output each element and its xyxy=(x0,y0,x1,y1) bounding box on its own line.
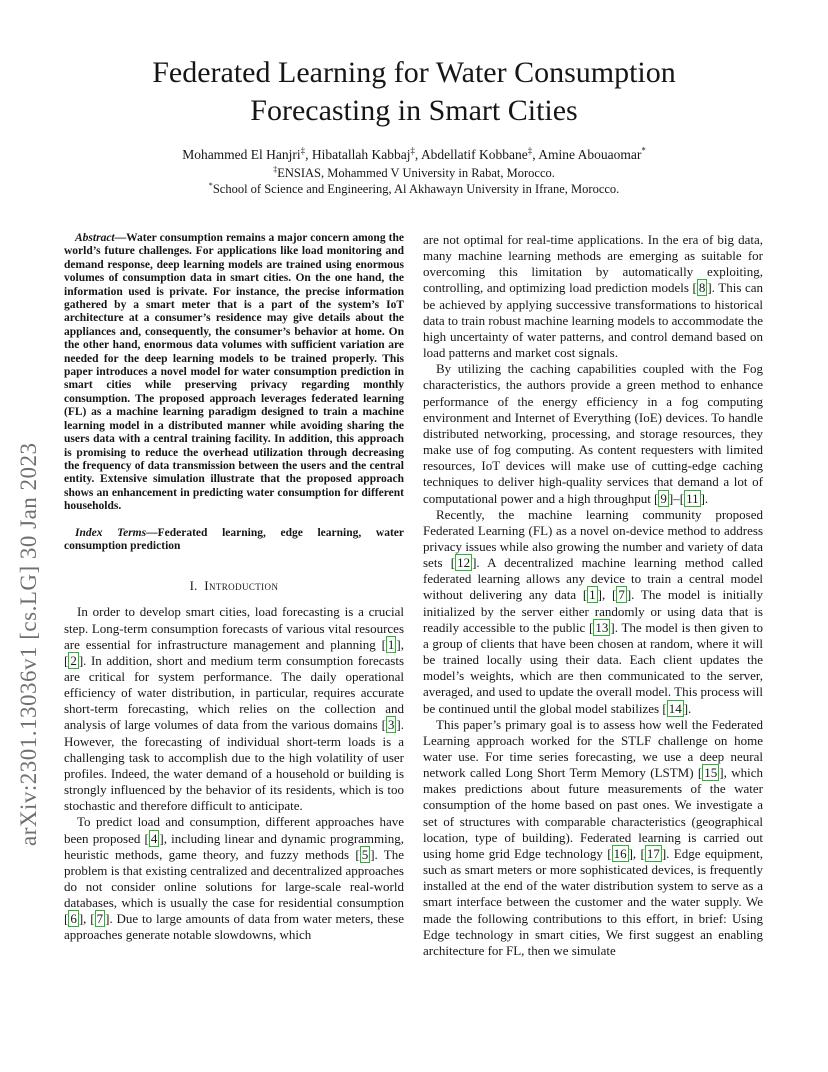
abstract-text: —Water consumption remains a major concern among the world’s future challenges. For applications like load monitoring and demand response, deep learning models are trained using enormous volumes of consumption data in smart cities. On the one hand, the information used is private. For instance, the precise information gathered by a smart meter that is a part of the system’s IoT architecture at a consumer’s residence may give details about the appliances and, consequently, the consumer’s behavior at home. On the other hand, enormous data volumes with sufficient variation are needed for the deep learning models to be trained properly. This paper introduces a novel model for water consumption prediction in smart cities while preserving privacy regarding monthly consumption. The proposed approach leverages federated learning (FL) as a machine learning paradigm designed to train a machine learning model in a distributed manner while avoiding sharing the users data with a central training facility. In addition, this approach is promising to reduce the overhead utilization through decreasing the frequency of data transmission between the users and the central entity. Extensive simulation illustrate that the proposed approach shows an enhancement in predicting water consumption for different households. xyxy=(64,232,404,513)
section-title: Introduction xyxy=(204,578,279,594)
index-terms-paragraph xyxy=(64,527,404,554)
right-column xyxy=(423,232,763,959)
affiliation-line: *School of Science and Engineering, Al Akhawayn University in Ifrane, Morocco. xyxy=(208,180,620,196)
author-mark: * xyxy=(641,145,646,156)
author-mark: ‡ xyxy=(527,145,533,156)
paper-header xyxy=(0,0,828,197)
citation-link[interactable]: 15 xyxy=(704,765,718,781)
index-terms-text: —Federated learning, edge learning, water consumption prediction xyxy=(64,526,404,552)
title-line-1: Federated Learning for Water Consumption xyxy=(152,56,676,89)
author-mark: ‡ xyxy=(300,145,306,156)
authors-line: Mohammed El Hanjri‡, Hibatallah Kabbaj‡, Abdellatif Kobbane‡, Amine Abouaomar* xyxy=(182,145,646,162)
abstract-label: Abstract xyxy=(75,232,115,244)
citation-link[interactable]: 6 xyxy=(70,911,77,927)
paper-title xyxy=(0,54,828,130)
citation-link[interactable]: 11 xyxy=(686,490,699,506)
paragraph: By utilizing the caching capabilities coupled with the Fog characteristics, the authors provide a green method to enhance performance of the energy efficiency in a fog computing environment and Internet of Everything (IoE) devices. To handle distributed networking, processing, and storage resources, they make use of fog computing. As content requesters with limited resources, IoT devices will make use of cutting-edge caching techniques to deliver high-quality services that demand a lot of computational power and a high throughput [ 9 ]–[ 11 ]. xyxy=(423,361,763,506)
author-name: Hibatallah Kabbaj‡ xyxy=(311,145,415,162)
author-name: Abdellatif Kobbane‡ xyxy=(420,145,533,162)
index-terms-label: Index Terms xyxy=(75,526,147,539)
author-mark: ‡ xyxy=(410,145,415,156)
paragraph: To predict load and consumption, different approaches have been proposed [ 4 ], including linear and dynamic programming, heuristic methods, game theory, and fuzzy methods [ 5 ]. The problem is that existing centralized and decentralized approaches do not consider online solutions for large-scale real-world databases, which is usually the case for residential consumption [ 6 ], [ 7 ]. Due to large amounts of data from water meters, these approaches generate notable slowdowns, which xyxy=(64,814,405,943)
citation-link[interactable]: 1 xyxy=(589,587,596,603)
abstract-paragraph xyxy=(64,232,404,514)
paragraph: are not optimal for real-time applications. In the era of big data, many machine learning methods are emerging as suitable for overcoming this limitation by automatically exploiting, controlling, and optimizing load prediction models [ 8 ]. This can be achieved by applying successive transformations to historical data to train robust machine learning models to accommodate the high uncertainty of water patterns, and control demand based on load patterns and market cost signals. xyxy=(423,232,763,361)
affiliation-mark: ‡ xyxy=(273,164,278,174)
citation-link[interactable]: 3 xyxy=(387,717,395,733)
affiliation-mark: * xyxy=(208,180,213,190)
author-name: Amine Abouaomar* xyxy=(538,145,646,162)
title-line-2: Forecasting in Smart Cities xyxy=(250,94,578,127)
citation-link[interactable]: 13 xyxy=(595,619,609,635)
paragraph: Recently, the machine learning community proposed Federated Learning (FL) as a novel on-device method to address privacy issues while also growing the number and variety of data sets [ 12 ]. A decentralized machine learning method called federated learning allows any device to train a central model without delivering any data [ 1 ], [ 7 ]. The model is initially initialized by the server either randomly or using data that is readily accessible to the public [ 13 ]. The model is then given to a group of clients that have been chosen at random, where it will be trained locally using their data. Each client updates the model’s weights, which are then communicated to the server, averaged, and used to update the overall model. This process will be continued until the global model stabilizes [ 14 ]. xyxy=(423,506,763,716)
affiliation-line: ‡ENSIAS, Mohammed V University in Rabat, Morocco. xyxy=(273,164,555,180)
paragraph: In order to develop smart cities, load forecasting is a crucial step. Long-term consumption forecasts of various vital resources are essential for infrastructure management and planning [ 1 ], [ 2 ]. In addition, short and medium term consumption forecasts are critical for system performance. The daily operational efficiency of water distribution, in particular, requires accurate short-term forecasting, which relies on the collection and analysis of large volumes of data from the various domains [ 3 ]. However, the forecasting of individual short-term loads is a challenging task to accomplish due to the high volatility of user profiles. Indeed, the water demand of a household or building is strongly influenced by the behavior of its residents, which is too stochastic and therefore difficult to anticipate. xyxy=(64,604,404,814)
citation-link[interactable]: 2 xyxy=(70,652,77,668)
left-column xyxy=(64,232,404,959)
citation-link[interactable]: 9 xyxy=(660,490,667,506)
citation-link[interactable]: 7 xyxy=(618,587,625,603)
section-heading-introduction xyxy=(64,578,404,594)
citation-link[interactable]: 5 xyxy=(361,846,369,862)
affiliations-block xyxy=(0,166,828,197)
section-number: I. xyxy=(189,578,198,594)
author-name: Mohammed El Hanjri‡ xyxy=(182,145,306,162)
citation-link[interactable]: 14 xyxy=(668,700,682,716)
citation-link[interactable]: 17 xyxy=(646,845,660,861)
citation-link[interactable]: 7 xyxy=(96,911,104,927)
citation-link[interactable]: 12 xyxy=(457,555,471,571)
citation-link[interactable]: 1 xyxy=(387,636,395,652)
citation-link[interactable]: 16 xyxy=(613,845,627,861)
citation-link[interactable]: 8 xyxy=(698,280,706,296)
citation-link[interactable]: 4 xyxy=(150,830,158,846)
arxiv-watermark: arXiv:2301.13036v1 [cs.LG] 30 Jan 2023 xyxy=(16,442,41,846)
paragraph: This paper’s primary goal is to assess how well the Federated Learning approach worked for the STLF challenge on home water use. For time series forecasting, we use a deep neural network called Long Short Term Memory (LSTM) [ 15 ], which makes predictions about future measurements of the water consumption of the home based on past ones. We investigate a set of structures with comparable characteristics (geographical location, type of building). Federated learning is carried out using home grid Edge technology [ 16 ], [ 17 ]. Edge equipment, such as smart meters or more sophisticated devices, is frequently installed at the end of the water distribution system to serve as a smart interface between the customer and the water supply. We made the following contributions to this effort, in brief: Using Edge technology in smart cities, We first suggest an enabling architecture for FL, then we simulate xyxy=(423,716,763,958)
two-column-body xyxy=(64,232,764,959)
